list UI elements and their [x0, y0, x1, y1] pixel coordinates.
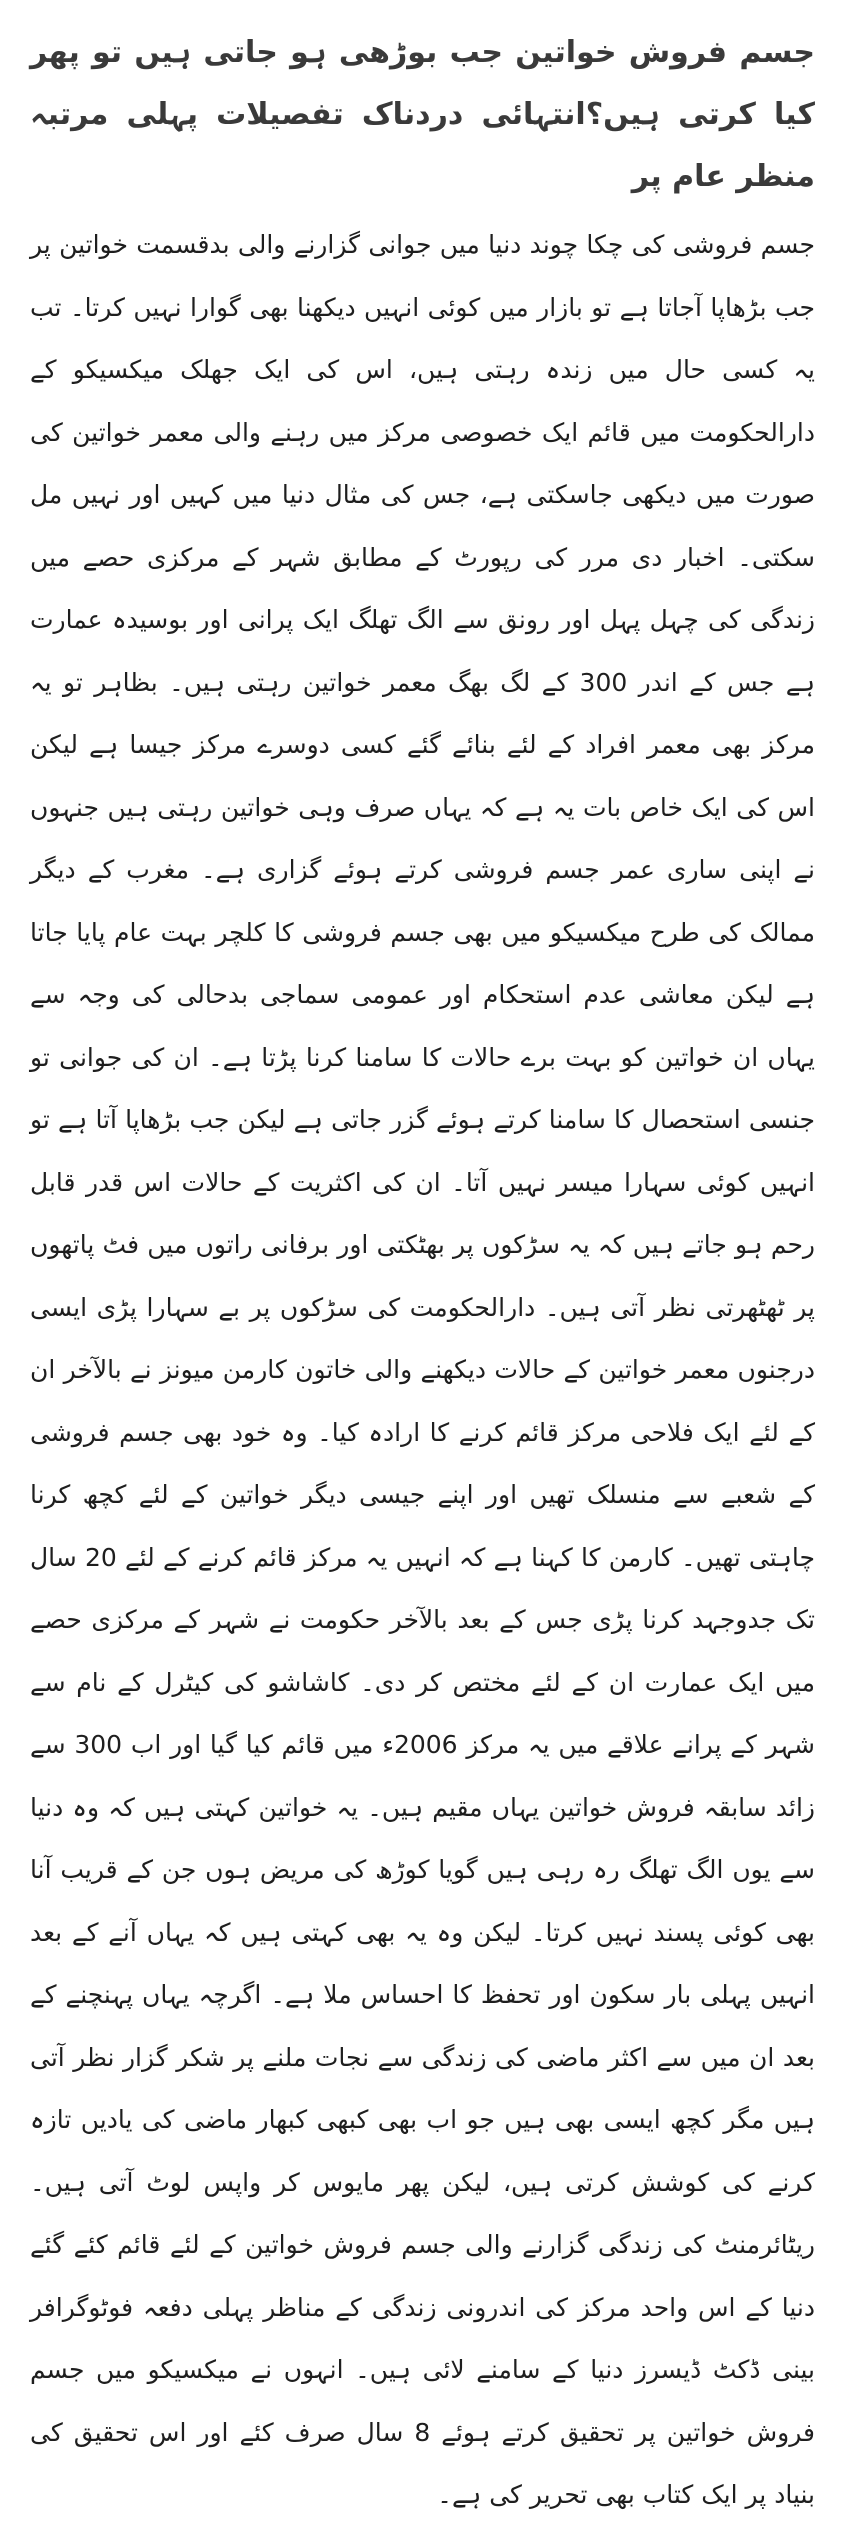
article-body: جسم فروشی کی چکا چوند دنیا میں جوانی گزارنے والی بدقسمت خواتین پر جب بڑھاپا آجاتا ہے تو بازار میں کوئی انہیں دیکھنا بھی گوارا نہیں کرتا۔ تب یہ کسی حال میں زندہ رہتی ہیں، اس کی ایک جھلک میکسیکو کے دارالحکومت میں قائم ایک خصوصی مرکز میں رہنے والی معمر خواتین کی صورت میں دیکھی جاسکتی ہے، جس کی مثال دنیا میں کہیں اور نہیں مل سکتی۔ اخبار دی مرر کی رپورٹ کے مطابق شہر کے مرکزی حصے میں زندگی کی چہل پہل اور رونق سے الگ تھلگ ایک پرانی اور بوسیدہ عمارت ہے جس کے اندر 300 کے لگ بھگ معمر خواتین رہتی ہیں۔ بظاہر تو یہ مرکز بھی معمر افراد کے لئے بنائے گئے کسی دوسرے مرکز جیسا ہے لیکن اس کی ایک خاص بات یہ ہے کہ یہاں صرف وہی خواتین رہتی ہیں جنہوں نے اپنی ساری عمر جسم فروشی کرتے ہوئے گزاری ہے۔ مغرب کے دیگر ممالک کی طرح میکسیکو میں بھی جسم فروشی کا کلچر بہت عام پایا جاتا ہے لیکن معاشی عدم استحکام اور عمومی سماجی بدحالی کی وجہ سے یہاں ان خواتین کو بہت برے حالات کا سامنا کرنا پڑتا ہے۔ ان کی جوانی تو جنسی استحصال کا سامنا کرتے ہوئے گزر جاتی ہے لیکن جب بڑھاپا آتا ہے تو انہیں کوئی سہارا میسر نہیں آتا۔ ان کی اکثریت کے حالات اس قدر قابل رحم ہو جاتے ہیں کہ یہ سڑکوں پر بھٹکتی اور برفانی راتوں میں فٹ پاتھوں پر ٹھٹھرتی نظر آتی ہیں۔ دارالحکومت کی سڑکوں پر بے سہارا پڑی ایسی درجنوں معمر خواتین کے حالات دیکھنے والی خاتون کارمن میونز نے بالآخر ان کے لئے ایک فلاحی مرکز قائم کرنے کا ارادہ کیا۔ وہ خود بھی جسم فروشی کے شعبے سے منسلک تھیں اور اپنے جیسی دیگر خواتین کے لئے کچھ کرنا چاہتی تھیں۔ کارمن کا کہنا ہے کہ انہیں یہ مرکز قائم کرنے کے لئے 20 سال تک جدوجہد کرنا پڑی جس کے بعد بالآخر حکومت نے شہر کے مرکزی حصے میں ایک عمارت ان کے لئے مختص کر دی۔ کاشاشو کی کیٹرل کے نام سے شہر کے پرانے علاقے میں یہ مرکز 2006ء میں قائم کیا گیا اور اب 300 سے زائد سابقہ فروش خواتین یہاں مقیم ہیں۔ یہ خواتین کہتی ہیں کہ وہ دنیا سے یوں الگ تھلگ رہ رہی ہیں گویا کوڑھ کی مریض ہوں جن کے قریب آنا بھی کوئی پسند نہیں کرتا۔ لیکن وہ یہ بھی کہتی ہیں کہ یہاں آنے کے بعد انہیں پہلی بار سکون اور تحفظ کا احساس ملا ہے۔ اگرچہ یہاں پہنچنے کے بعد ان میں سے اکثر ماضی کی زندگی سے نجات ملنے پر شکر گزار نظر آتی ہیں مگر کچھ ایسی بھی ہیں جو اب بھی کبھی کبھار ماضی کی یادیں تازہ کرنے کی کوشش کرتی ہیں، لیکن پھر مایوس کر واپس لوٹ آتی ہیں۔ ریٹائرمنٹ کی زندگی گزارنے والی جسم فروش خواتین کے لئے قائم کئے گئے دنیا کے اس واحد مرکز کی اندرونی زندگی کے مناظر پہلی دفعہ فوٹوگرافر بینی ڈکٹ ڈیسرز دنیا کے سامنے لائی ہیں۔ انہوں نے میکسیکو میں جسم فروش خواتین پر تحقیق کرتے ہوئے 8 سال صرف کئے اور اس تحقیق کی بنیاد پر ایک کتاب بھی تحریر کی ہے۔	[30, 230, 815, 2509]
article-headline: جسم فروش خواتین جب بوڑھی ہو جاتی ہیں تو پھر کیا کرتی ہیں؟انتہائی دردناک تفصیلات پہلی مرتبہ منظر عام پر	[30, 35, 815, 194]
